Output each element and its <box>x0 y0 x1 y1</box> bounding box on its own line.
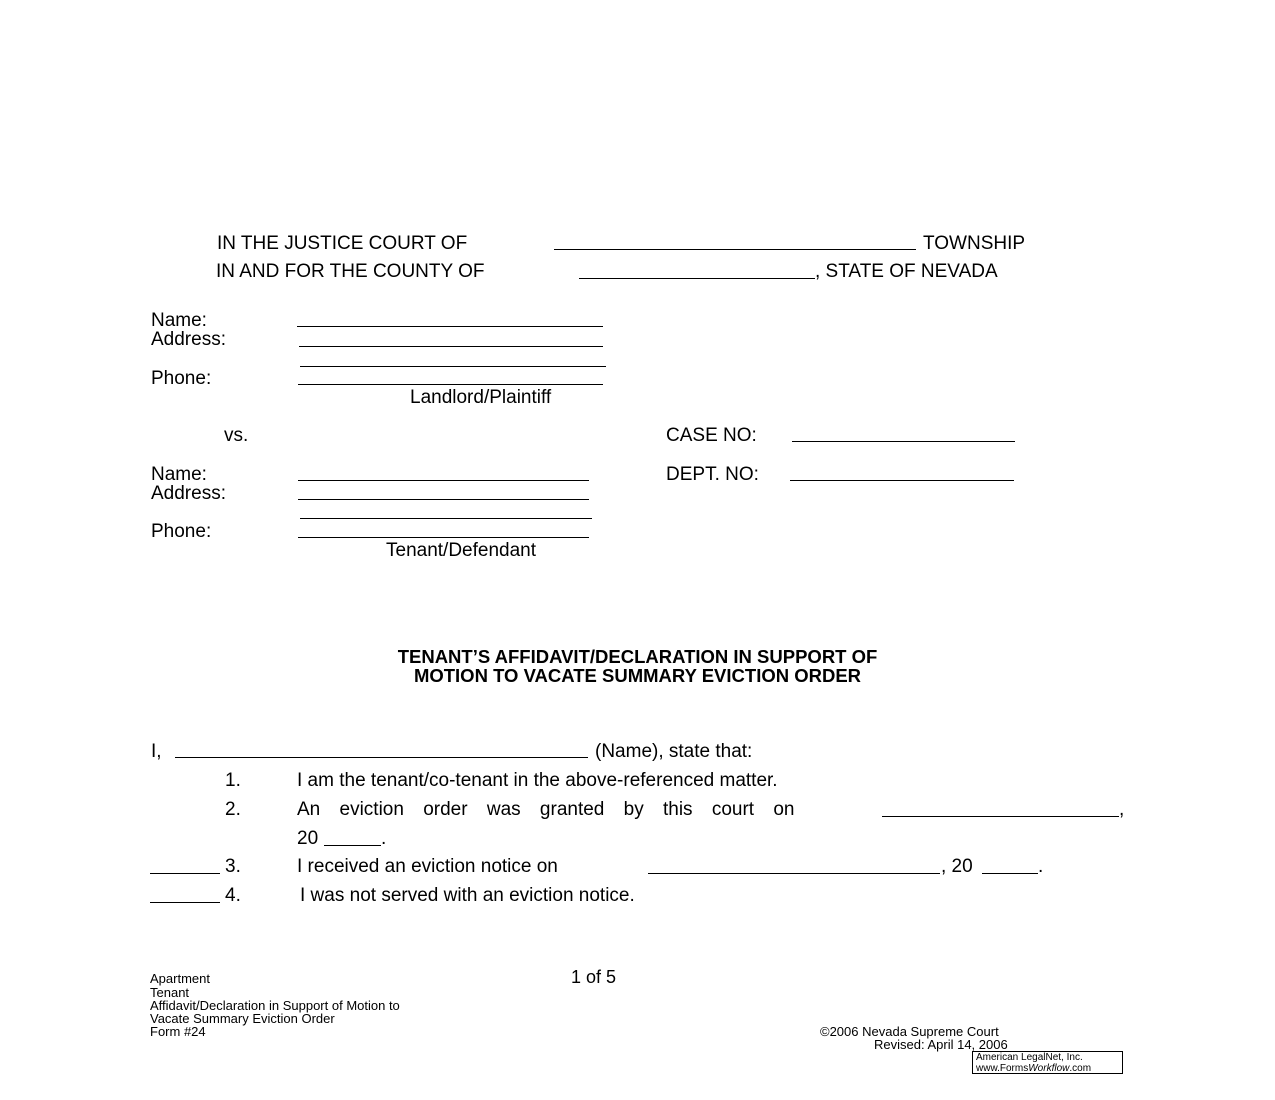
copyright-notice: ©2006 Nevada Supreme Court <box>820 1024 999 1039</box>
plaintiff-address-field-2[interactable] <box>300 366 606 367</box>
item-4-text: I was not served with an eviction notice. <box>300 885 635 906</box>
item-1-number: 1. <box>225 770 241 791</box>
defendant-phone-field[interactable] <box>298 537 589 538</box>
item-4-number: 4. <box>225 885 241 906</box>
footer-form-line-2: Tenant <box>150 985 190 1000</box>
defendant-phone-label: Phone: <box>151 521 212 542</box>
footer-form-line-4: Vacate Summary Eviction Order <box>150 1011 335 1026</box>
page-indicator: 1 of 5 <box>571 967 617 987</box>
township-blank[interactable] <box>554 249 916 250</box>
case-no-field[interactable] <box>792 441 1015 442</box>
item-1-text: I am the tenant/co-tenant in the above-referenced matter. <box>297 770 778 791</box>
item-3-year-prefix: , 20 <box>941 856 973 877</box>
plaintiff-phone-field[interactable] <box>298 384 603 385</box>
item-3-number: 3. <box>225 856 241 877</box>
item-2-trailing-comma: , <box>1119 799 1125 820</box>
plaintiff-name-label: Name: <box>151 310 207 331</box>
defendant-address-field-1[interactable] <box>298 499 589 500</box>
publisher-url[interactable]: www.FormsWorkflow.com <box>976 1063 1092 1074</box>
item-4-checkbox-blank[interactable] <box>150 902 220 903</box>
item-2-period: . <box>381 828 387 849</box>
plaintiff-address-field-1[interactable] <box>299 346 603 347</box>
plaintiff-phone-label: Phone: <box>151 368 212 389</box>
court-header-line1-suffix: TOWNSHIP <box>923 233 1026 254</box>
revision-date: Revised: April 14, 2006 <box>874 1037 1008 1052</box>
document-title-line1: TENANT’S AFFIDAVIT/DECLARATION IN SUPPORT OF <box>397 646 878 667</box>
footer-form-line-3: Affidavit/Declaration in Support of Motion to <box>150 998 400 1013</box>
plaintiff-address-label: Address: <box>151 329 226 350</box>
court-header-line2-suffix: , STATE OF NEVADA <box>815 261 998 282</box>
defendant-address-label: Address: <box>151 483 226 504</box>
item-3-text: I received an eviction notice on <box>297 856 558 877</box>
item-3-checkbox-blank[interactable] <box>150 873 220 874</box>
defendant-address-field-2[interactable] <box>300 518 592 519</box>
county-blank[interactable] <box>579 278 815 279</box>
court-header-line1-prefix: IN THE JUSTICE COURT OF <box>217 233 468 254</box>
item-2-text: An eviction order was granted by this court on <box>297 799 795 820</box>
item-3-period: . <box>1038 856 1044 877</box>
case-no-label: CASE NO: <box>666 425 757 446</box>
publisher-badge <box>972 1051 1123 1074</box>
plaintiff-role-caption: Landlord/Plaintiff <box>410 387 552 408</box>
eviction-order-date-field[interactable] <box>882 816 1119 817</box>
court-header-line2-prefix: IN AND FOR THE COUNTY OF <box>216 261 485 282</box>
defendant-role-caption: Tenant/Defendant <box>386 540 537 561</box>
defendant-name-label: Name: <box>151 464 207 485</box>
dept-no-label: DEPT. NO: <box>666 464 759 485</box>
item-2-year-prefix: 20 <box>297 828 319 849</box>
item-2-number: 2. <box>225 799 241 820</box>
footer-form-line-5: Form #24 <box>150 1024 206 1039</box>
dept-no-field[interactable] <box>790 480 1014 481</box>
eviction-order-year-field[interactable] <box>324 845 381 846</box>
plaintiff-name-field[interactable] <box>297 326 603 327</box>
document-title-line2: MOTION TO VACATE SUMMARY EVICTION ORDER <box>413 665 862 686</box>
declarant-name-field[interactable] <box>175 757 588 758</box>
statement-intro-prefix: I, <box>151 741 162 762</box>
eviction-notice-year-field[interactable] <box>982 873 1038 874</box>
versus-label: vs. <box>224 425 249 446</box>
eviction-notice-date-field[interactable] <box>648 873 940 874</box>
statement-intro-suffix: (Name), state that: <box>595 741 753 762</box>
footer-form-line-1: Apartment <box>150 971 210 986</box>
publisher-name: American LegalNet, Inc. <box>976 1052 1083 1063</box>
defendant-name-field[interactable] <box>298 480 589 481</box>
